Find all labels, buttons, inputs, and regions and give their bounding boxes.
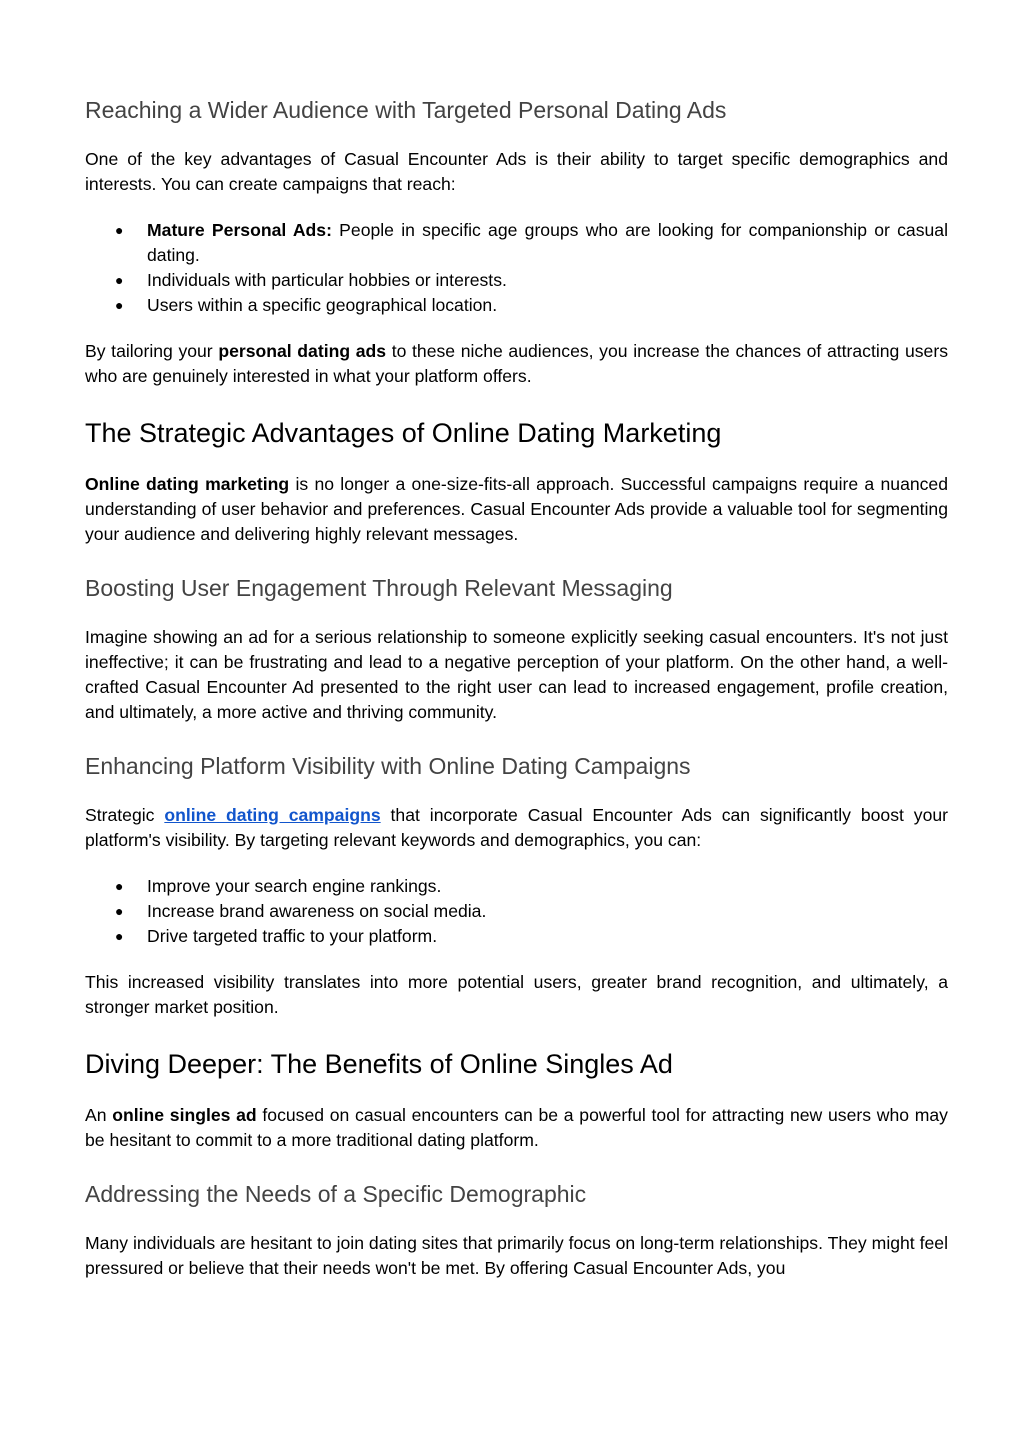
list-item: [85, 268, 948, 293]
list-item: [85, 924, 948, 949]
bullet-icon: ●: [115, 222, 124, 238]
bold-text: Online dating marketing: [85, 474, 290, 494]
section-heading: The Strategic Advantages of Online Dating Marketing: [85, 418, 722, 448]
paragraph: [85, 970, 948, 1020]
list-item-text: People in specific age groups who are looking for companionship or casual dating.: [147, 220, 948, 265]
bullet-list: [85, 874, 948, 949]
list-item-text: Improve your search engine rankings.: [147, 876, 442, 896]
list-item: [85, 293, 948, 318]
list-item-text: Users within a specific geographical location.: [147, 295, 498, 315]
paragraph: [85, 625, 948, 725]
bullet-icon: ●: [115, 297, 124, 313]
list-item: [85, 874, 948, 899]
bullet-icon: ●: [115, 928, 124, 944]
section-subheading: Boosting User Engagement Through Relevant Messaging: [85, 575, 673, 601]
paragraph-text: that incorporate Casual Encounter Ads can significantly boost your platform's visibility. By targeting relevant keywords and demographics, you can:: [85, 805, 949, 850]
paragraph: [85, 472, 948, 547]
list-item-text: Individuals with particular hobbies or interests.: [147, 270, 507, 290]
list-item: [85, 899, 948, 924]
section-heading: Diving Deeper: The Benefits of Online Singles Ad: [85, 1049, 673, 1079]
list-item: [85, 218, 948, 268]
paragraph-text: Strategic: [85, 805, 165, 825]
bullet-icon: ●: [115, 272, 124, 288]
paragraph-text: to these niche audiences, you increase the chances of attracting users who are genuinely interested in what your platform offers.: [85, 341, 949, 386]
list-item-text: Increase brand awareness on social media.: [147, 901, 487, 921]
list-item-text: Drive targeted traffic to your platform.: [147, 926, 438, 946]
paragraph-text: This increased visibility translates into more potential users, greater brand recognition, and ultimately, a stronger market position.: [85, 972, 948, 1017]
bullet-icon: ●: [115, 878, 124, 894]
paragraph: [85, 803, 948, 853]
bullet-icon: ●: [115, 903, 124, 919]
paragraph: [85, 1103, 948, 1153]
paragraph-text: By tailoring your: [85, 341, 219, 361]
paragraph: [85, 339, 948, 389]
paragraph: [85, 1231, 948, 1281]
paragraph-text: is no longer a one-size-fits-all approach. Successful campaigns require a nuanced understanding of user behavior and preferences. Casual Encounter Ads provide a valuable tool for segmenting your audience and delivering highly relevant messages.: [85, 474, 948, 544]
paragraph-text: Imagine showing an ad for a serious relationship to someone explicitly seeking casual encounters. It's not just ineffective; it can be frustrating and lead to a negative perception of your platform. On the other hand, a well-crafted Casual Encounter Ad presented to the right user can lead to increased engagement, profile creation, and ultimately, a more active and thriving community.: [85, 627, 948, 722]
paragraph-text: focused on casual encounters can be a powerful tool for attracting new users who may be hesitant to commit to a more traditional dating platform.: [85, 1105, 948, 1150]
document-page: [85, 95, 948, 1281]
section-subheading: Reaching a Wider Audience with Targeted Personal Dating Ads: [85, 97, 727, 123]
bold-text: Mature Personal Ads:: [147, 220, 332, 240]
paragraph: [85, 147, 948, 197]
paragraph-text: One of the key advantages of Casual Encounter Ads is their ability to target specific demographics and interests. You can create campaigns that reach:: [85, 149, 948, 194]
bullet-list: [85, 218, 948, 318]
paragraph-text: Many individuals are hesitant to join dating sites that primarily focus on long-term relationships. They might feel pressured or believe that their needs won't be met. By offering Casual Encounter Ads, you: [85, 1233, 948, 1278]
section-subheading: Enhancing Platform Visibility with Online Dating Campaigns: [85, 753, 691, 779]
bold-text: online singles ad: [112, 1105, 257, 1125]
bold-text: personal dating ads: [218, 341, 387, 361]
paragraph-text: An: [85, 1105, 113, 1125]
online-dating-campaigns-link[interactable]: online dating campaigns: [164, 805, 381, 825]
section-subheading: Addressing the Needs of a Specific Demographic: [85, 1181, 587, 1207]
